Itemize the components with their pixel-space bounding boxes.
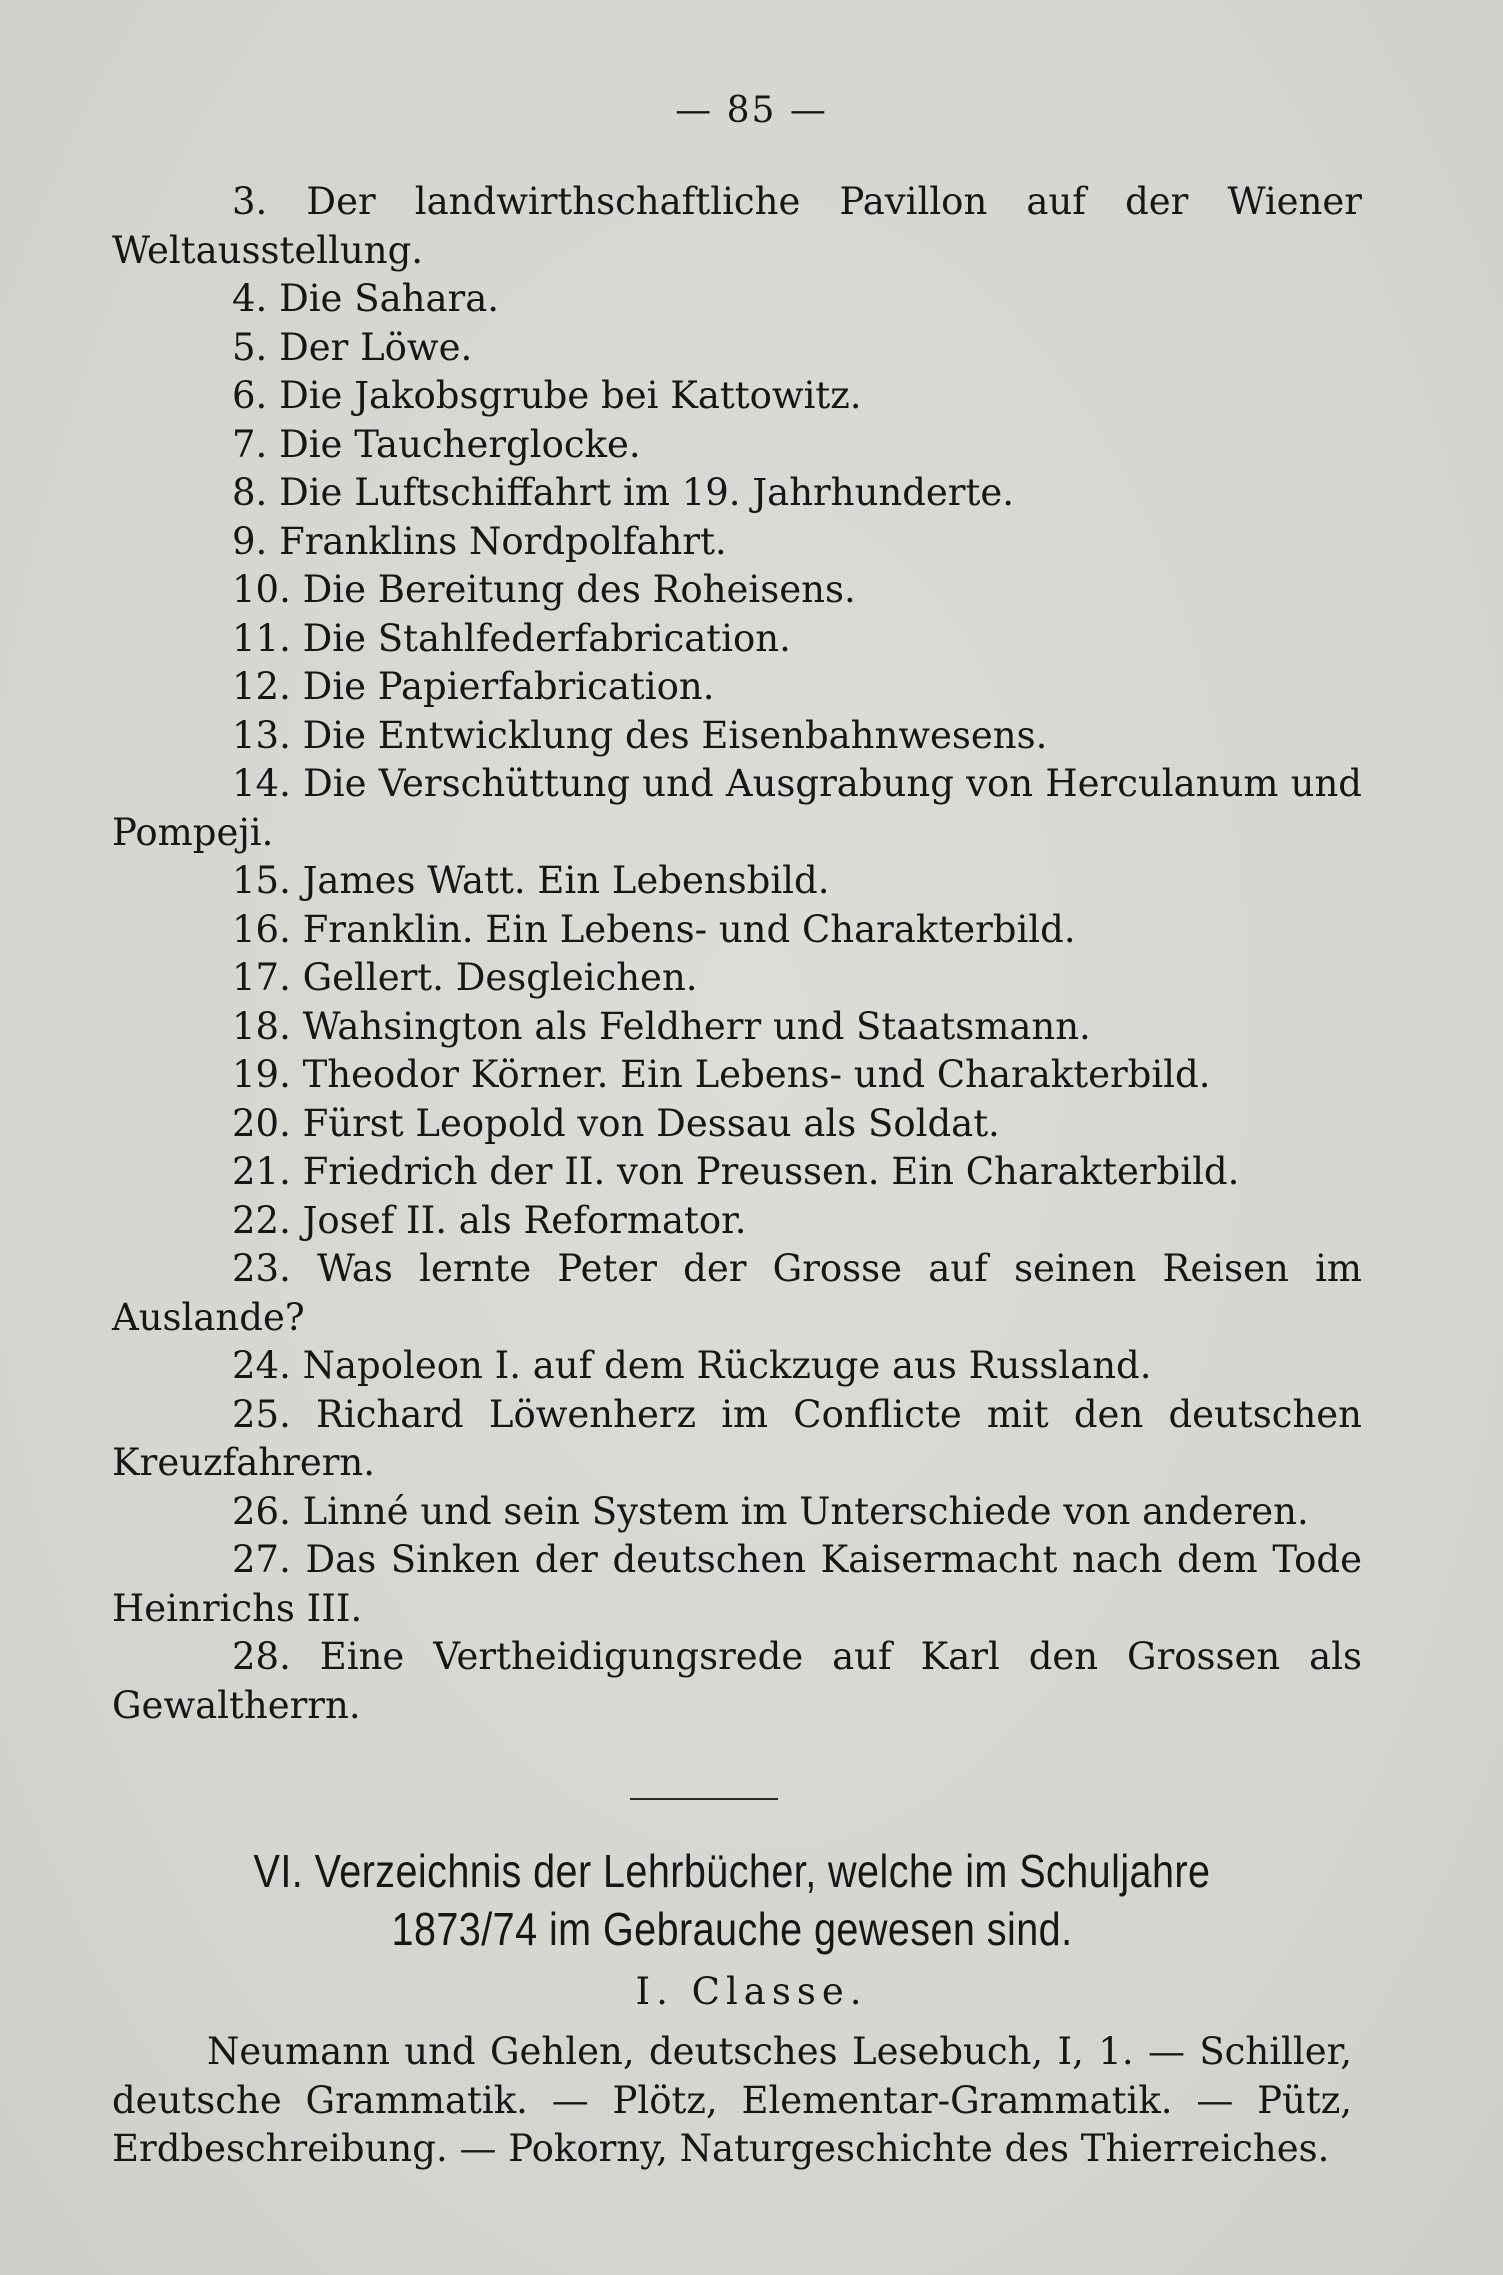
list-item: 14. Die Verschüttung und Ausgrabung von Herculanum und Pompeji. [112, 762, 1362, 854]
list-item: 15. James Watt. Ein Lebensbild. [232, 859, 830, 902]
class-title: I. Classe. [635, 1970, 868, 2013]
list-item: 26. Linné und sein System im Unterschiede von anderen. [232, 1489, 1309, 1533]
list-item: 4. Die Sahara. [232, 277, 500, 320]
list-item: 20. Fürst Leopold von Dessau als Soldat. [232, 1101, 1000, 1145]
list-item: 17. Gellert. Desgleichen. [232, 956, 698, 999]
list-item: 27. Das Sinken der deutschen Kaisermacht nach dem Tode Heinrichs III. [112, 1538, 1362, 1630]
list-item: 13. Die Entwicklung des Eisenbahnwesens. [232, 713, 1048, 757]
list-item: 3. Der landwirthschaftliche Pavillon auf der Wiener Weltausstellung. [112, 180, 1362, 272]
list-item: 19. Theodor Körner. Ein Lebens- und Charakterbild. [232, 1053, 1211, 1096]
list-item: 5. Der Löwe. [232, 325, 473, 369]
essay-topics-list [112, 178, 1362, 1730]
section-divider [630, 1798, 778, 1800]
list-item: 25. Richard Löwenherz im Conflicte mit den deutschen Kreuzfahrern. [112, 1392, 1362, 1484]
list-item: 10. Die Bereitung des Roheisens. [232, 568, 856, 611]
textbook-list: Neumann und Gehlen, deutsches Lesebuch, I, 1. — Schiller, deutsche Grammatik. — Plötz, Elementar-Grammatik. — Pütz, Erdbeschreibung. — Pokorny, Naturgeschichte des Thierreiches. [112, 2030, 1352, 2170]
list-item: 23. Was lernte Peter der Grosse auf seinen Reisen im Auslande? [112, 1247, 1362, 1339]
list-item: 24. Napoleon I. auf dem Rückzuge aus Russland. [232, 1344, 1152, 1387]
list-item: 18. Wahsington als Feldherr und Staatsmann. [232, 1004, 1091, 1048]
list-item: 21. Friedrich der II. von Preussen. Ein Charakterbild. [232, 1150, 1240, 1193]
list-item: 7. Die Taucherglocke. [232, 422, 641, 466]
page-number: — 85 — [675, 90, 828, 131]
section-heading: VI. Verzeichnis der Lehrbücher, welche im Schuljahre 1873/74 im Gebrauche gewesen sind. [253, 1845, 1211, 1955]
list-item: 28. Eine Vertheidigungsrede auf Karl den Grossen als Gewaltherrn. [112, 1635, 1362, 1727]
list-item: 22. Josef II. als Reformator. [232, 1198, 747, 1242]
list-item: 11. Die Stahlfederfabrication. [232, 616, 791, 660]
list-item: 12. Die Papierfabrication. [232, 665, 715, 708]
list-item: 9. Franklins Nordpolfahrt. [232, 519, 727, 563]
list-item: 6. Die Jakobsgrube bei Kattowitz. [232, 374, 862, 417]
list-item: 8. Die Luftschiffahrt im 19. Jahrhunderte. [232, 471, 1015, 514]
list-item: 16. Franklin. Ein Lebens- und Charakterbild. [232, 907, 1076, 951]
